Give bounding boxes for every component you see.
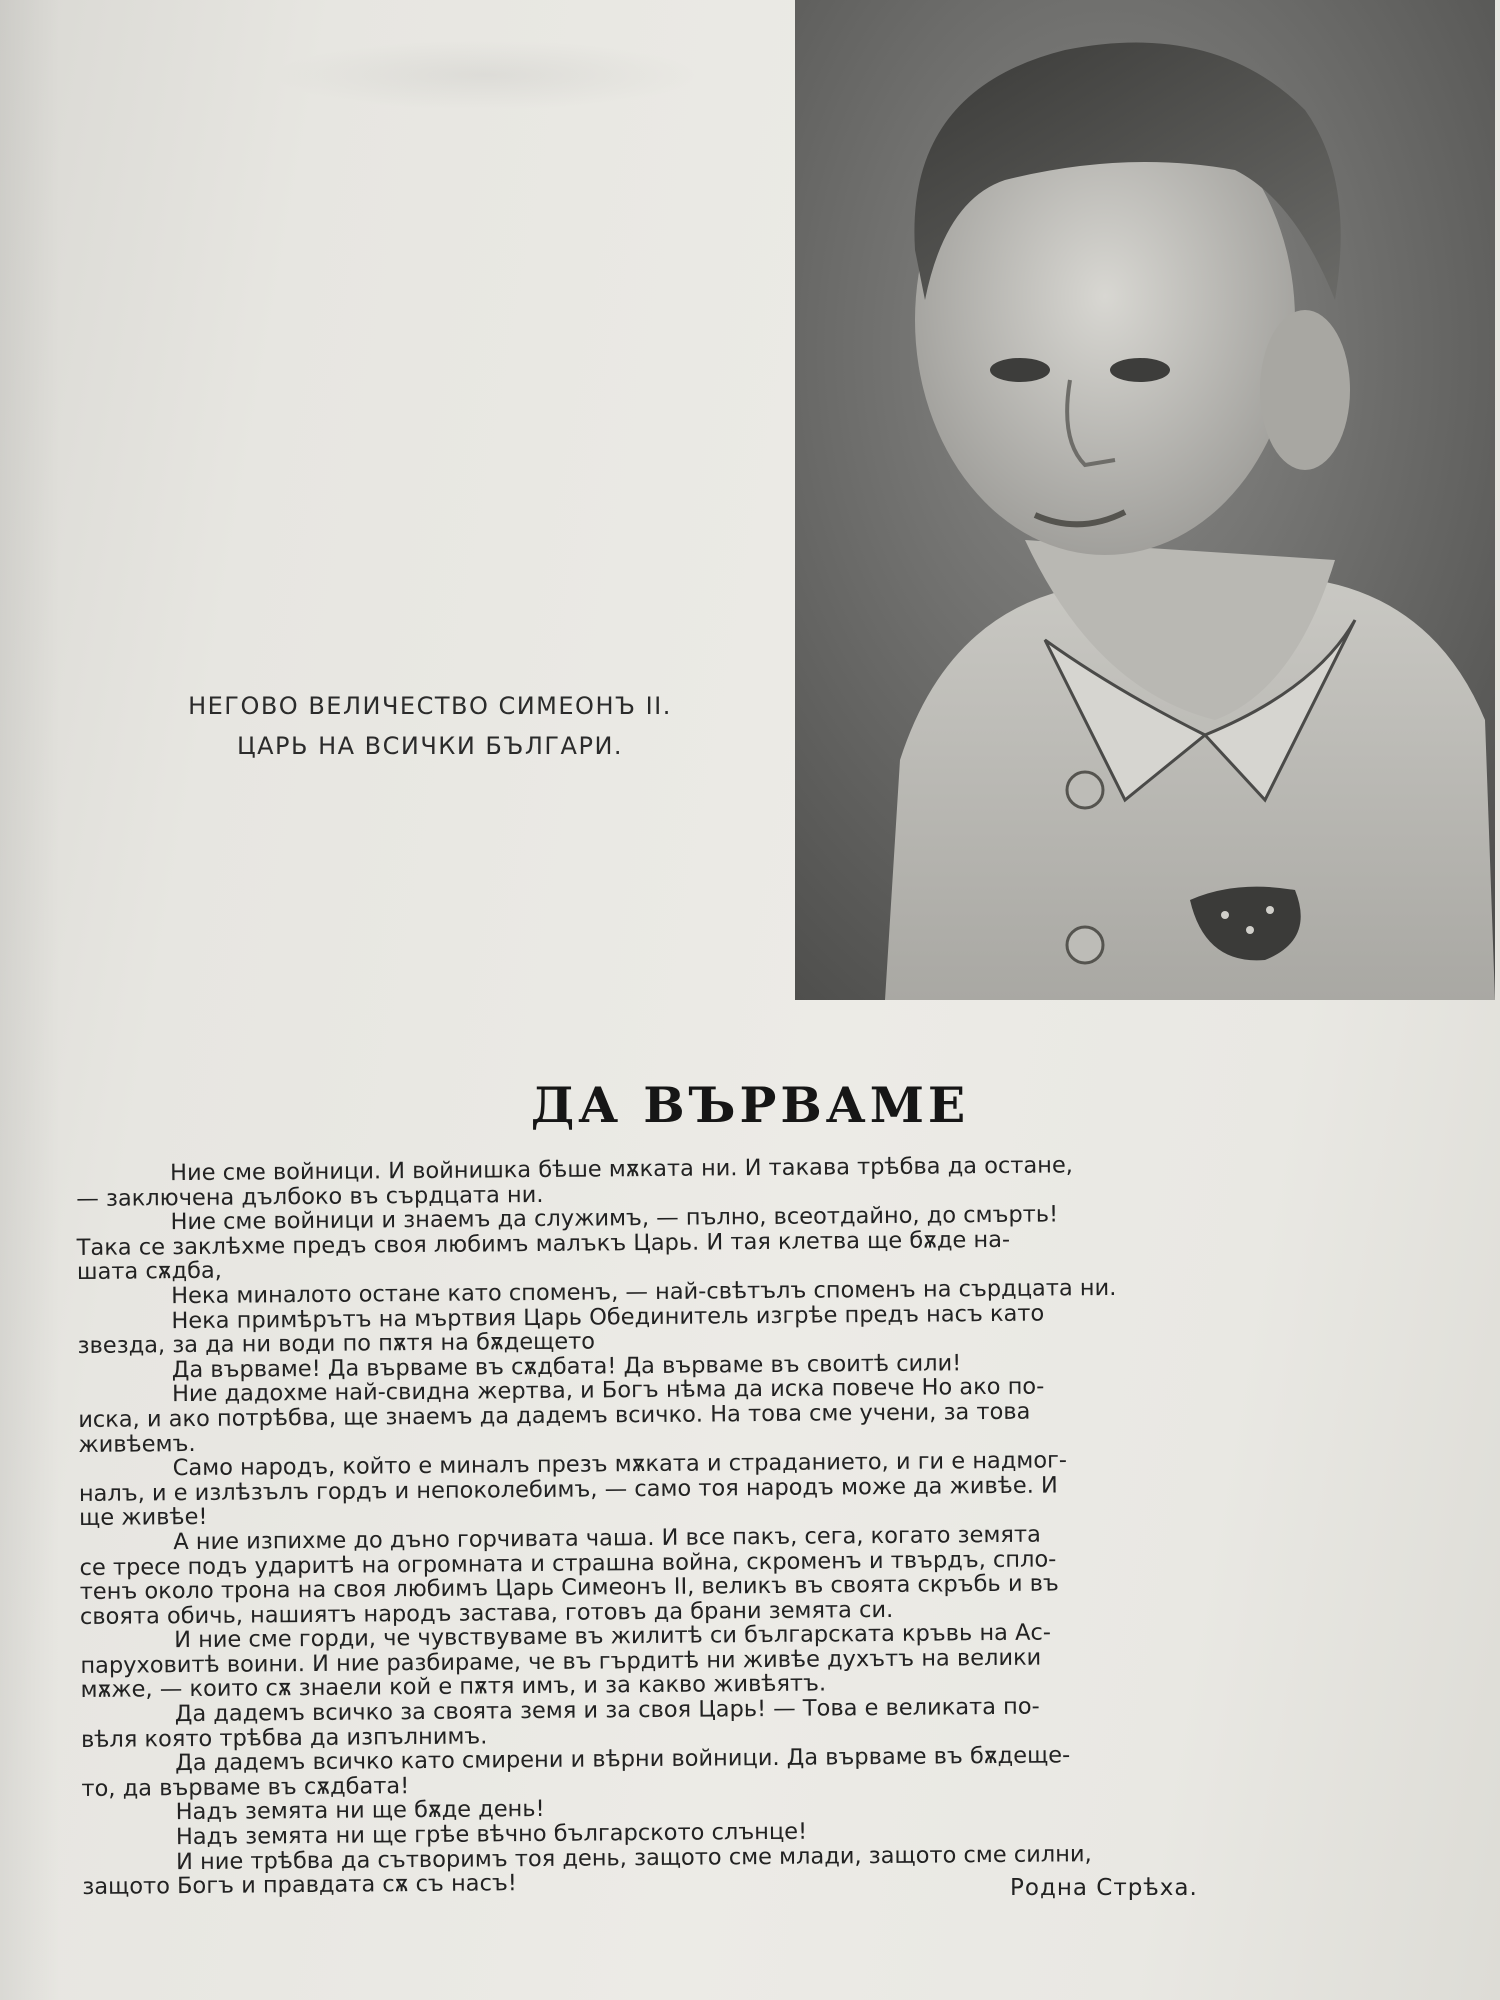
- body-line: Да вървамe! Да вървамe въ сѫдбата! Да вървамe въ своитѣ сили!: [171, 1350, 962, 1383]
- body-line: вѣля която трѣбва да изпълнимъ.: [80, 1723, 488, 1753]
- article-signature: Родна Стрѣха.: [1010, 1875, 1198, 1901]
- body-line: защото Богъ и правдата сѫ съ насъ!: [82, 1870, 517, 1901]
- caption-line-title: ЦАРЬ НА ВСИЧКИ БЪЛГАРИ.: [236, 732, 624, 760]
- body-line: Нека миналото остане като споменъ, — най-свѣтълъ споменъ на сърдцата ни.: [171, 1274, 1117, 1310]
- body-line: живѣемъ.: [78, 1430, 196, 1458]
- body-line: то, да вървамe въ сѫдбата!: [81, 1772, 410, 1802]
- article-body: [76, 1151, 1392, 1900]
- article-headline: ДА ВЪРВАМЕ: [530, 1076, 970, 1134]
- page-edge-shadow: [0, 0, 60, 2000]
- body-line: своята обичь, нашиятъ народъ застава, готовъ да брани земята си.: [79, 1596, 894, 1630]
- body-line: тенъ около трона на своя любимъ Царь Симеонъ II, великъ въ своята скръбь и въ: [79, 1570, 1059, 1606]
- body-line: налъ, и е излѣзълъ гордъ и непоколебимъ, — само тоя народъ може да живѣе. И: [78, 1472, 1058, 1507]
- body-line: — заключена дълбоко въ сърдцата ни.: [76, 1181, 544, 1212]
- portrait-caption: [70, 686, 790, 766]
- body-line: И ние трѣбва да сътворимъ тоя день, защото сме млади, защото сме силни,: [175, 1840, 1092, 1875]
- body-line: Нека примѣрътъ на мъртвия Царь Обединитель изгрѣе предъ насъ като: [171, 1300, 1045, 1334]
- body-line: Надъ земята ни ще бѫде день!: [175, 1796, 545, 1826]
- body-line: се тресе подъ ударитѣ на огромната и страшна война, скроменъ и твърдъ, спло-: [79, 1545, 1057, 1581]
- body-line: паруховитѣ воини. И ние разбираме, че въ гърдитѣ ни живѣе духътъ на велики: [80, 1644, 1042, 1679]
- body-line: Така се заклѣхме предъ своя любимъ малъкъ Царь. И тая клетва ще бѫде на-: [76, 1226, 1011, 1261]
- caption-line-name: НЕГОВО ВЕЛИЧЕСТВО СИМЕОНЪ II.: [188, 692, 672, 720]
- body-line: А ние изпихме до дъно горчивата чаша. И все пакъ, сега, когато земята: [173, 1521, 1041, 1556]
- body-line: И ние сме горди, че чувствуваме въ жилитѣ си българската кръвь на Ас-: [174, 1619, 1052, 1654]
- body-line: мѫже, — които сѫ знаели кой е пѫтя имъ, и за какво живѣятъ.: [80, 1670, 827, 1704]
- boy-portrait-image: [795, 0, 1495, 1000]
- body-line: Да дадемъ всичко за своята земя и за своя Царь! — Това е великата по-: [174, 1693, 1040, 1728]
- body-line: Ние сме войници. И войнишка бѣше мѫката ни. И такава трѣбва да остане,: [169, 1152, 1074, 1187]
- body-line: ще живѣе!: [78, 1504, 208, 1532]
- body-line: Само народъ, който е миналъ презъ мѫката и страданието, и ги е надмог-: [172, 1447, 1068, 1482]
- body-line: Ние дадохме най-свидна жертва, и Богъ нѣма да иска повече Но ако по-: [171, 1373, 1045, 1408]
- portrait-photo: [795, 0, 1495, 1000]
- body-line: Да дадемъ всичко като смирени и вѣрни войници. Да вървамe въ бѫдеще-: [175, 1742, 1071, 1777]
- body-line: Ние сме войници и знаемъ да служимъ, — пълно, всеотдайно, до смърть!: [170, 1201, 1059, 1236]
- body-line: иска, и ако потрѣбва, ще знаемъ да дадемъ всичко. На това сме учени, за това: [78, 1398, 1031, 1433]
- body-line: шата сѫдба,: [76, 1258, 223, 1286]
- show-through-text: [270, 40, 700, 110]
- body-line: звезда, за да ни води по пѫтя на бѫдещето: [77, 1328, 596, 1360]
- body-line: Надъ земята ни ще грѣе вѣчно българското слънце!: [175, 1818, 808, 1851]
